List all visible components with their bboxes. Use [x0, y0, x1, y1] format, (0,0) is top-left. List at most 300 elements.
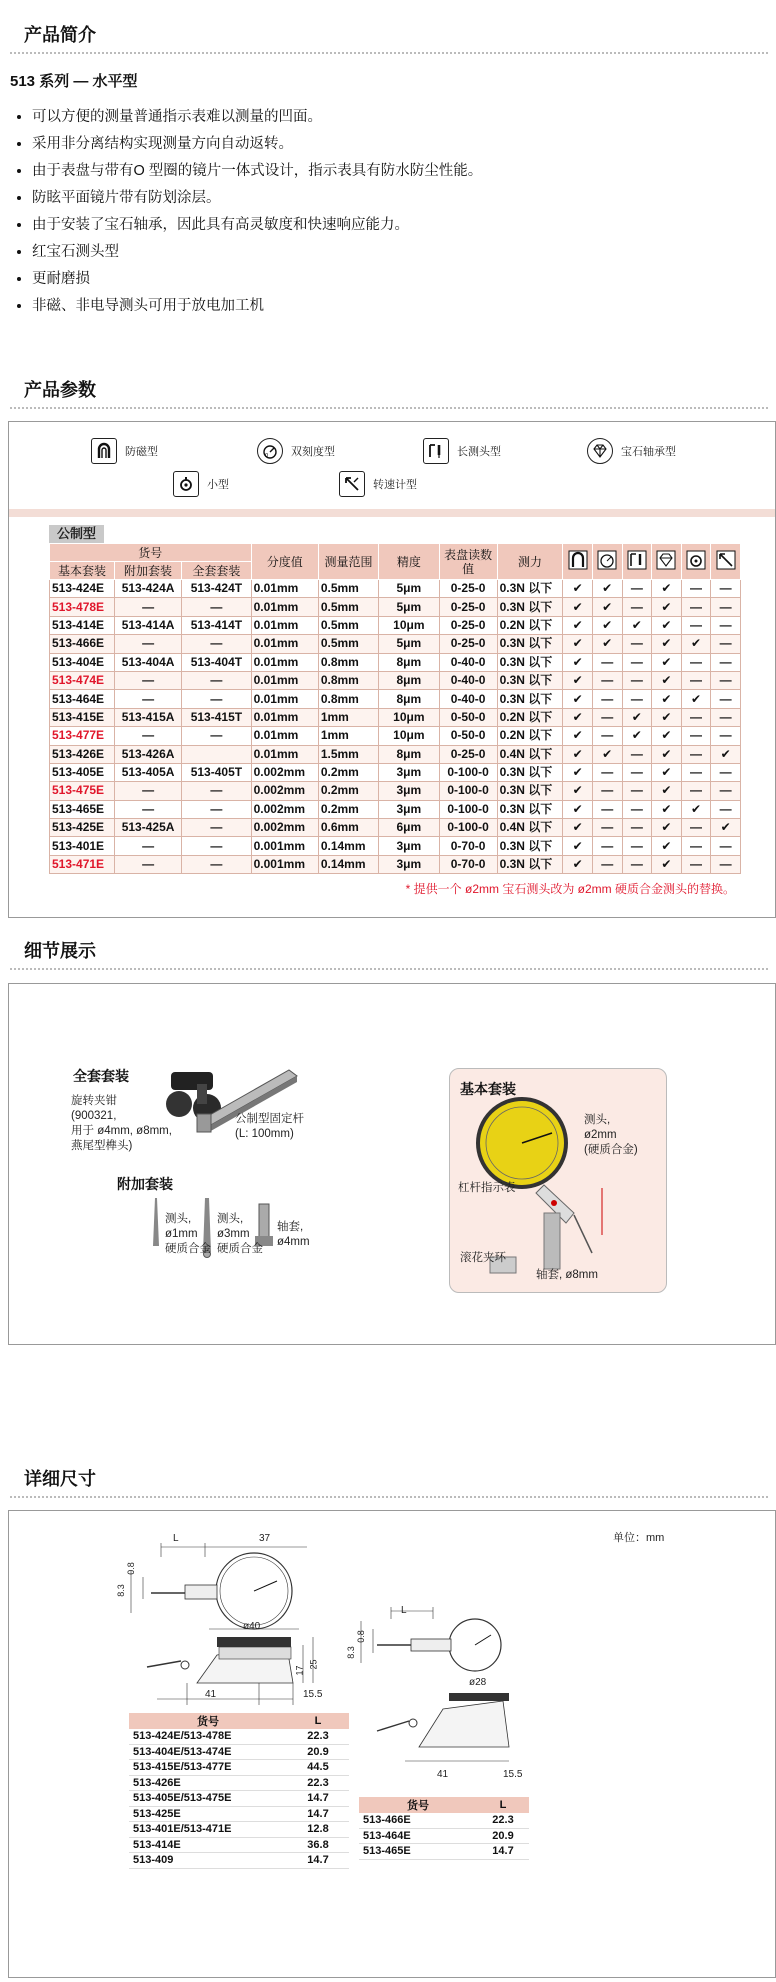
code-full-cell: — — [182, 837, 251, 855]
stylus2-caption: 测头, ø3mm 硬质合金 — [217, 1213, 263, 1255]
dial-reading-cell: 0-70-0 — [439, 837, 497, 855]
feature-flag-cell: ✔ — [681, 635, 711, 653]
dim-17: 17 — [294, 1665, 305, 1676]
code-basic-cell: 513-464E — [50, 690, 115, 708]
accuracy-cell: 3μm — [379, 782, 439, 800]
table-row — [50, 598, 741, 616]
feature-flag-cell: ✔ — [563, 690, 593, 708]
dim-L-cell: 22.3 — [287, 1775, 349, 1791]
code-addon-cell: 513-425A — [114, 819, 181, 837]
params-section-header — [0, 371, 776, 409]
range-cell: 1.5mm — [318, 745, 378, 763]
dim-L: L — [173, 1533, 179, 1544]
code-addon-cell: — — [114, 598, 181, 616]
dial-reading-cell: 0-40-0 — [439, 671, 497, 689]
stylus1-caption: 测头, ø1mm 硬质合金 — [165, 1213, 211, 1255]
code-full-cell: 513-414T — [182, 616, 251, 634]
feature-flag-cell: ✔ — [652, 800, 682, 818]
measuring-force-cell: 0.3N 以下 — [497, 671, 563, 689]
feature-flag-cell: ✔ — [652, 690, 682, 708]
dim-L-cell: 44.5 — [287, 1760, 349, 1776]
legend-tachometer — [339, 470, 417, 498]
accuracy-cell: 8μm — [379, 690, 439, 708]
range-cell: 1mm — [318, 708, 378, 726]
accuracy-cell: 5μm — [379, 580, 439, 598]
rod-caption: 公制型固定杆 (L: 100mm) — [235, 1113, 304, 1140]
dim-L-cell: 36.8 — [287, 1837, 349, 1853]
graduation-cell: 0.01mm — [251, 708, 318, 726]
feature-flag-cell: ✔ — [652, 671, 682, 689]
measuring-force-cell: 0.3N 以下 — [497, 690, 563, 708]
feature-flag-cell: ✔ — [622, 708, 652, 726]
dim-code-cell: 513-405E/513-475E — [129, 1791, 287, 1807]
header-range: 测量范围 — [318, 544, 378, 580]
dim-40: ø40 — [243, 1621, 261, 1632]
graduation-cell: 0.01mm — [251, 653, 318, 671]
table-row — [129, 1775, 349, 1791]
graduation-cell: 0.002mm — [251, 763, 318, 781]
right-dim-table — [359, 1797, 529, 1860]
feature-flag-cell: ✔ — [622, 616, 652, 634]
feature-flag-cell: — — [681, 763, 711, 781]
long-stylus-icon — [627, 550, 647, 570]
feature-flag-cell: ✔ — [652, 616, 682, 634]
accuracy-cell: 5μm — [379, 598, 439, 616]
stylus-main-caption: 测头, ø2mm (硬质合金) — [584, 1114, 638, 1156]
addon-parts-image — [139, 1196, 289, 1278]
table-row — [50, 837, 741, 855]
feature-item: • 由于安装了宝石轴承，因此具有高灵敏度和快速响应能力。 — [32, 212, 482, 239]
accuracy-cell: 6μm — [379, 819, 439, 837]
measuring-force-cell: 0.3N 以下 — [497, 837, 563, 855]
header-accuracy: 精度 — [379, 544, 439, 580]
feature-flag-cell: ✔ — [563, 819, 593, 837]
measuring-force-cell: 0.3N 以下 — [497, 782, 563, 800]
range-cell: 0.2mm — [318, 763, 378, 781]
dim-L-cell: 12.8 — [287, 1822, 349, 1838]
dim-right-0-8: 0.8 — [355, 1630, 366, 1643]
feature-flag-cell: ✔ — [563, 598, 593, 616]
table-row — [50, 635, 741, 653]
feature-flag-cell: — — [681, 653, 711, 671]
feature-flag-cell: — — [711, 598, 741, 616]
code-full-cell: 513-424T — [182, 580, 251, 598]
dim-code-cell: 513-415E/513-477E — [129, 1760, 287, 1776]
feature-flag-cell: — — [711, 653, 741, 671]
feature-flag-cell: — — [592, 690, 622, 708]
code-addon-cell: 513-405A — [114, 763, 181, 781]
left-dim-table — [129, 1713, 349, 1869]
legend-label: 防磁型 — [125, 446, 158, 458]
dial-reading-cell: 0-70-0 — [439, 855, 497, 873]
graduation-cell: 0.002mm — [251, 819, 318, 837]
range-cell: 1mm — [318, 727, 378, 745]
dim-code-cell: 513-465E — [359, 1844, 477, 1860]
compact-icon — [686, 550, 706, 570]
feature-flag-cell: ✔ — [711, 745, 741, 763]
graduation-cell: 0.01mm — [251, 616, 318, 634]
table-row — [129, 1853, 349, 1869]
feature-flag-cell: — — [681, 580, 711, 598]
feature-flag-cell: — — [711, 800, 741, 818]
feature-flag-cell: ✔ — [563, 855, 593, 873]
measuring-force-cell: 0.2N 以下 — [497, 708, 563, 726]
feature-flag-cell: — — [711, 763, 741, 781]
table-row — [129, 1806, 349, 1822]
code-basic-cell: 513-477E — [50, 727, 115, 745]
dial-reading-cell: 0-25-0 — [439, 745, 497, 763]
graduation-cell: 0.01mm — [251, 745, 318, 763]
feature-flag-cell: — — [681, 819, 711, 837]
feature-flag-cell: — — [711, 671, 741, 689]
graduation-cell: 0.001mm — [251, 837, 318, 855]
detail-section-header — [0, 932, 776, 970]
feature-flag-cell: — — [592, 837, 622, 855]
detail-box — [8, 983, 776, 1345]
dial-reading-cell: 0-25-0 — [439, 598, 497, 616]
table-row — [50, 690, 741, 708]
code-full-cell: — — [182, 727, 251, 745]
dim-code-cell: 513-464E — [359, 1828, 477, 1844]
range-cell: 0.8mm — [318, 690, 378, 708]
table-row — [50, 782, 741, 800]
table-row — [129, 1837, 349, 1853]
accuracy-cell: 5μm — [379, 635, 439, 653]
code-addon-cell: 513-426A — [114, 745, 181, 763]
dim-L-cell: 14.7 — [287, 1791, 349, 1807]
jewel-bearing-icon — [656, 550, 676, 570]
feature-flag-cell: — — [622, 580, 652, 598]
accuracy-cell: 10μm — [379, 616, 439, 634]
feature-flag-cell: ✔ — [652, 782, 682, 800]
table-row — [50, 800, 741, 818]
feature-flag-cell: ✔ — [652, 708, 682, 726]
code-full-cell: — — [182, 635, 251, 653]
accuracy-cell: 3μm — [379, 800, 439, 818]
feature-flag-cell: — — [711, 782, 741, 800]
feature-flag-cell: — — [592, 782, 622, 800]
table-row — [129, 1744, 349, 1760]
table-row — [50, 616, 741, 634]
addon-set-title: 附加套装 — [117, 1176, 173, 1192]
header-code: 货号 — [50, 544, 252, 562]
code-addon-cell: — — [114, 671, 181, 689]
table-row — [359, 1828, 529, 1844]
feature-flag-cell: — — [622, 653, 652, 671]
code-basic-cell: 513-414E — [50, 616, 115, 634]
left-dim-table-wrap — [129, 1713, 349, 1869]
code-basic-cell: 513-425E — [50, 819, 115, 837]
measuring-force-cell: 0.2N 以下 — [497, 727, 563, 745]
metric-tag: 公制型 — [49, 525, 104, 543]
code-addon-cell: 513-415A — [114, 708, 181, 726]
dim-8-3: 8.3 — [115, 1584, 126, 1597]
range-cell: 0.8mm — [318, 653, 378, 671]
feature-flag-cell: — — [681, 837, 711, 855]
feature-flag-cell: — — [681, 598, 711, 616]
dims-box — [8, 1510, 776, 1978]
feature-flag-cell: — — [711, 708, 741, 726]
feature-flag-cell: — — [622, 690, 652, 708]
range-cell: 0.5mm — [318, 616, 378, 634]
range-cell: 0.5mm — [318, 635, 378, 653]
code-basic-cell: 513-426E — [50, 745, 115, 763]
feature-flag-cell: — — [592, 727, 622, 745]
feature-flag-cell: ✔ — [563, 745, 593, 763]
feature-item: • 采用非分离结构实现测量方向自动返转。 — [32, 131, 482, 158]
feature-item: • 由于表盘与带有O 型圈的镜片一体式设计，指示表具有防水防尘性能。 — [32, 158, 482, 185]
dial-reading-cell: 0-100-0 — [439, 763, 497, 781]
legend-dual-scale — [257, 437, 335, 465]
measuring-force-cell: 0.3N 以下 — [497, 635, 563, 653]
spec-table-wrap — [49, 525, 741, 874]
feature-flag-cell: ✔ — [563, 800, 593, 818]
feature-flag-cell: ✔ — [563, 580, 593, 598]
measuring-force-cell: 0.3N 以下 — [497, 800, 563, 818]
code-basic-cell: 513-401E — [50, 837, 115, 855]
code-full-cell: 513-404T — [182, 653, 251, 671]
code-full-cell: — — [182, 819, 251, 837]
legend-jewel-bearing — [587, 437, 676, 465]
dim-code-cell: 513-425E — [129, 1806, 287, 1822]
code-basic-cell: 513-415E — [50, 708, 115, 726]
feature-item: • 红宝石测头型 — [32, 239, 482, 266]
feature-flag-cell: ✔ — [563, 635, 593, 653]
dim-25: 25 — [308, 1659, 319, 1670]
dim-L-cell: 22.3 — [287, 1729, 349, 1744]
table-row — [50, 708, 741, 726]
header-dual-scale — [592, 544, 622, 580]
knurl-caption: 滚花夹环 — [460, 1252, 506, 1264]
feature-flag-cell: — — [622, 763, 652, 781]
graduation-cell: 0.01mm — [251, 690, 318, 708]
header-graduation: 分度值 — [251, 544, 318, 580]
dim-header-code: 货号 — [129, 1713, 287, 1729]
feature-flag-cell: — — [681, 782, 711, 800]
feature-flag-cell: — — [711, 690, 741, 708]
measuring-force-cell: 0.3N 以下 — [497, 580, 563, 598]
table-row — [50, 727, 741, 745]
dim-code-cell: 513-409 — [129, 1853, 287, 1869]
dial-reading-cell: 0-50-0 — [439, 708, 497, 726]
right-dim-table-wrap — [359, 1797, 529, 1860]
accuracy-cell: 10μm — [379, 727, 439, 745]
detail-section-title: 细节展示 — [24, 941, 96, 961]
feature-flag-cell: ✔ — [652, 763, 682, 781]
feature-flag-cell: ✔ — [592, 635, 622, 653]
code-basic-cell: 513-478E — [50, 598, 115, 616]
legend-label: 长测头型 — [457, 446, 501, 458]
header-addon: 附加套装 — [114, 562, 181, 580]
feature-flag-cell: — — [592, 653, 622, 671]
range-cell: 0.8mm — [318, 671, 378, 689]
legend-long-stylus — [423, 437, 501, 465]
measuring-force-cell: 0.2N 以下 — [497, 616, 563, 634]
dual-scale-icon — [597, 550, 617, 570]
measuring-force-cell: 0.4N 以下 — [497, 745, 563, 763]
graduation-cell: 0.01mm — [251, 580, 318, 598]
header-basic: 基本套装 — [50, 562, 115, 580]
feature-flag-cell: — — [622, 671, 652, 689]
feature-flag-cell: ✔ — [652, 837, 682, 855]
header-jewel — [652, 544, 682, 580]
dial-reading-cell: 0-100-0 — [439, 782, 497, 800]
table-row — [50, 580, 741, 598]
lever-caption: 杠杆指示表 — [458, 1182, 516, 1194]
table-row — [50, 653, 741, 671]
feature-flag-cell: — — [711, 616, 741, 634]
feature-flag-cell: — — [711, 855, 741, 873]
code-full-cell: — — [182, 855, 251, 873]
dial-reading-cell: 0-25-0 — [439, 580, 497, 598]
dim-code-cell: 513-414E — [129, 1837, 287, 1853]
feature-item: • 非磁、非电导测头可用于放电加工机 — [32, 293, 482, 320]
feature-flag-cell: — — [711, 837, 741, 855]
code-basic-cell: 513-474E — [50, 671, 115, 689]
graduation-cell: 0.01mm — [251, 635, 318, 653]
legend-label: 转速计型 — [373, 479, 417, 491]
dim-L-cell: 22.3 — [477, 1813, 529, 1828]
feature-flag-cell: ✔ — [563, 616, 593, 634]
table-row — [359, 1813, 529, 1828]
graduation-cell: 0.002mm — [251, 800, 318, 818]
feature-flag-cell: ✔ — [563, 727, 593, 745]
feature-flag-cell: — — [681, 745, 711, 763]
feature-flag-cell: ✔ — [681, 690, 711, 708]
dim-right-8-3: 8.3 — [345, 1646, 356, 1659]
code-full-cell — [182, 745, 251, 763]
dual-scale-icon — [257, 438, 283, 464]
range-cell: 0.5mm — [318, 598, 378, 616]
feature-flag-cell: ✔ — [652, 855, 682, 873]
code-basic-cell: 513-405E — [50, 763, 115, 781]
feature-list — [10, 104, 482, 320]
dial-reading-cell: 0-100-0 — [439, 819, 497, 837]
code-addon-cell: — — [114, 837, 181, 855]
measuring-force-cell: 0.3N 以下 — [497, 653, 563, 671]
jewel-bearing-icon — [587, 438, 613, 464]
dim-L-cell: 14.7 — [287, 1806, 349, 1822]
header-full: 全套套装 — [182, 562, 251, 580]
feature-flag-cell: ✔ — [563, 671, 593, 689]
right-dimension-drawing — [357, 1597, 577, 1797]
legend-label: 双刻度型 — [291, 446, 335, 458]
measuring-force-cell: 0.3N 以下 — [497, 763, 563, 781]
feature-flag-cell: — — [711, 635, 741, 653]
code-full-cell: — — [182, 800, 251, 818]
graduation-cell: 0.001mm — [251, 855, 318, 873]
range-cell: 0.14mm — [318, 855, 378, 873]
dim-15-5: 15.5 — [303, 1689, 323, 1700]
code-full-cell: 513-405T — [182, 763, 251, 781]
feature-flag-cell: — — [711, 727, 741, 745]
dim-code-cell: 513-401E/513-471E — [129, 1822, 287, 1838]
table-row — [359, 1844, 529, 1860]
dims-section-title: 详细尺寸 — [24, 1469, 96, 1489]
antimagnetic-icon — [568, 550, 588, 570]
code-addon-cell: — — [114, 800, 181, 818]
code-full-cell: — — [182, 782, 251, 800]
basic-set-title: 基本套装 — [460, 1081, 516, 1097]
accuracy-cell: 10μm — [379, 708, 439, 726]
code-full-cell: — — [182, 690, 251, 708]
feature-flag-cell: — — [711, 580, 741, 598]
dial-reading-cell: 0-40-0 — [439, 690, 497, 708]
feature-flag-cell: ✔ — [592, 598, 622, 616]
graduation-cell: 0.01mm — [251, 598, 318, 616]
feature-flag-cell: ✔ — [652, 653, 682, 671]
clamp-caption: 旋转夹钳 (900321, 用于 ø4mm, ø8mm, 燕尾型榫头) — [71, 1095, 172, 1152]
dim-header-code: 货号 — [359, 1797, 477, 1813]
code-basic-cell: 513-465E — [50, 800, 115, 818]
dim-L-cell: 14.7 — [477, 1844, 529, 1860]
code-addon-cell: — — [114, 855, 181, 873]
feature-flag-cell: — — [592, 800, 622, 818]
dim-code-cell: 513-424E/513-478E — [129, 1729, 287, 1744]
graduation-cell: 0.01mm — [251, 727, 318, 745]
code-addon-cell: 513-424A — [114, 580, 181, 598]
dial-reading-cell: 0-100-0 — [439, 800, 497, 818]
feature-flag-cell: ✔ — [563, 653, 593, 671]
dim-header-L: L — [477, 1797, 529, 1813]
basic-set-panel — [449, 1068, 667, 1293]
header-tachometer — [711, 544, 741, 580]
code-full-cell: — — [182, 598, 251, 616]
unit-label: 单位：mm — [613, 1532, 665, 1544]
feature-flag-cell: ✔ — [652, 745, 682, 763]
feature-flag-cell: ✔ — [652, 635, 682, 653]
antimagnetic-icon — [91, 438, 117, 464]
feature-flag-cell: — — [592, 855, 622, 873]
table-row — [129, 1729, 349, 1744]
feature-flag-cell: — — [622, 598, 652, 616]
feature-flag-cell: ✔ — [592, 745, 622, 763]
series-title: 513 系列 — 水平型 — [10, 73, 138, 90]
table-row — [50, 819, 741, 837]
tachometer-icon — [716, 550, 736, 570]
table-row — [129, 1822, 349, 1838]
code-basic-cell: 513-466E — [50, 635, 115, 653]
feature-item: • 防眩平面镜片带有防划涂层。 — [32, 185, 482, 212]
feature-flag-cell: — — [592, 819, 622, 837]
accuracy-cell: 3μm — [379, 855, 439, 873]
dial-reading-cell: 0-50-0 — [439, 727, 497, 745]
dim-37: 37 — [259, 1533, 271, 1544]
feature-flag-cell: — — [592, 763, 622, 781]
feature-flag-cell: — — [681, 855, 711, 873]
dim-code-cell: 513-426E — [129, 1775, 287, 1791]
feature-flag-cell: — — [681, 708, 711, 726]
accuracy-cell: 3μm — [379, 763, 439, 781]
table-row — [50, 855, 741, 873]
graduation-cell: 0.002mm — [251, 782, 318, 800]
left-dimension-drawing — [127, 1533, 377, 1743]
code-basic-cell: 513-424E — [50, 580, 115, 598]
header-antimagnetic — [563, 544, 593, 580]
code-addon-cell: 513-404A — [114, 653, 181, 671]
table-row — [50, 671, 741, 689]
accuracy-cell: 8μm — [379, 653, 439, 671]
code-full-cell: 513-415T — [182, 708, 251, 726]
dial-reading-cell: 0-40-0 — [439, 653, 497, 671]
table-row — [129, 1791, 349, 1807]
dim-right-15-5: 15.5 — [503, 1769, 523, 1780]
dims-section-header — [0, 1460, 776, 1498]
long-stylus-icon — [423, 438, 449, 464]
spec-table — [49, 543, 741, 874]
feature-flag-cell: — — [592, 708, 622, 726]
spec-table-body — [50, 580, 741, 874]
